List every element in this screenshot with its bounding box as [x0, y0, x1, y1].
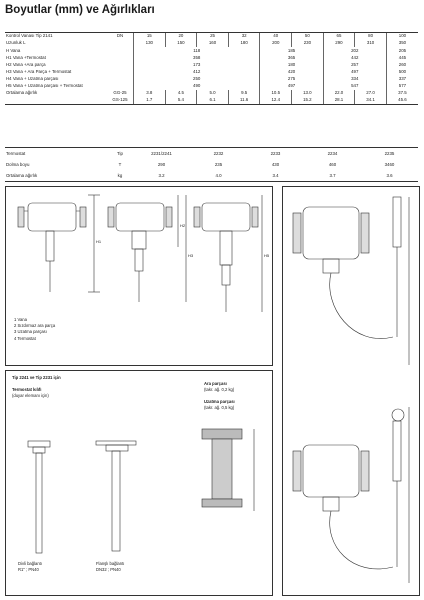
table-cell: 230	[292, 40, 324, 47]
table-cell: 9.5	[228, 90, 260, 97]
table-cell: 257	[323, 61, 386, 68]
threaded-connection-label: Divli bağlantı	[18, 561, 42, 566]
page-title: Boyutlar (mm) ve Ağırlıkları	[5, 4, 155, 16]
table-cell: 3.2	[133, 170, 190, 182]
label-h3: H3	[188, 253, 194, 258]
table-cell: 130	[134, 40, 166, 47]
table-cell: 160	[197, 40, 229, 47]
label-h5: H5	[264, 253, 270, 258]
table-cell	[107, 61, 134, 68]
table-cell: 20	[165, 33, 197, 41]
table-cell: 3.6	[361, 170, 418, 182]
table-cell: 430	[271, 162, 280, 167]
table-cell: 100	[386, 33, 418, 41]
table-cell	[107, 40, 134, 47]
table-cell: 3.7	[304, 170, 361, 182]
spacer-title: Ara parçası	[204, 381, 227, 386]
label-h2: H2	[180, 223, 186, 228]
table-cell: 118	[134, 47, 260, 54]
valve-drawings-panel	[5, 186, 273, 366]
table-cell: 420	[260, 68, 323, 75]
table-cell: 290	[157, 162, 166, 167]
table-cell: 3460	[384, 162, 395, 167]
table-cell: Uzunluk L	[6, 40, 26, 46]
table-row	[5, 170, 418, 182]
table-cell: 37.5	[386, 90, 418, 97]
table-cell: 5.0	[197, 90, 229, 97]
table-cell	[107, 76, 134, 83]
flanged-connection-spec: DN32 ; PN40	[96, 567, 121, 572]
table-cell: GG-25	[113, 90, 127, 96]
table-row	[5, 61, 418, 68]
table-cell: 200	[260, 40, 292, 47]
table-cell: 5.4	[165, 97, 197, 105]
table-cell: H Vana	[6, 47, 21, 53]
table-cell: H5 Vana + Uzatma parçası + Termostat	[6, 83, 83, 88]
table-cell: 150	[165, 40, 197, 47]
table-cell: 334	[323, 76, 386, 83]
table-cell: Dolma boyu	[6, 162, 30, 167]
table-row	[5, 159, 418, 170]
table-cell	[107, 68, 134, 75]
table-row	[5, 83, 418, 90]
table-cell: 260	[386, 61, 418, 68]
table-cell: 15.2	[292, 97, 324, 105]
thermowell-subtitle: (duyar elemanı için)	[12, 393, 49, 398]
table-row	[5, 33, 418, 41]
assembled-valve-panel	[282, 186, 420, 596]
table-cell: 490	[134, 83, 260, 90]
table-cell: 460	[328, 162, 337, 167]
table-cell: 445	[386, 54, 418, 61]
table-row	[5, 54, 418, 61]
table-cell: 45.6	[386, 97, 418, 105]
table-cell: 205	[386, 47, 418, 54]
table-cell: 12.4	[260, 97, 292, 105]
table-cell: GS-125	[107, 97, 134, 105]
table-cell: 2232	[190, 148, 247, 160]
table-cell: Termostat	[5, 148, 107, 160]
table-cell: 80	[355, 33, 387, 41]
table-cell: 3.8	[134, 90, 166, 97]
table-cell: 11.6	[228, 97, 260, 105]
table-cell: 310	[355, 40, 387, 47]
accessories-drawings	[6, 371, 272, 595]
table-cell: 442	[323, 54, 386, 61]
table-cell: 1.7	[134, 97, 166, 105]
table-row	[5, 97, 418, 105]
table-cell: 358	[134, 54, 260, 61]
table-cell: 290	[323, 40, 355, 47]
legend-item: 1 Vana	[14, 317, 27, 322]
table-cell: 577	[386, 83, 418, 90]
table-row	[5, 76, 418, 83]
table-row	[5, 148, 418, 160]
table-cell: 22.0	[323, 90, 355, 97]
table-cell: 185	[260, 47, 323, 54]
spacer-weight: (takr. ağ. 0,2 kg)	[204, 387, 235, 392]
table-cell: 547	[323, 83, 386, 90]
table-cell: 4.5	[165, 90, 197, 97]
table-cell: 2233	[247, 148, 304, 160]
table-cell: 173	[134, 61, 260, 68]
table-cell: 275	[260, 76, 323, 83]
accessories-title: Tip 2241 ve Tip 2231 için	[12, 375, 61, 380]
table-row	[5, 90, 418, 97]
table-cell	[107, 47, 134, 54]
table-cell: H3 Vana + Ara Parça + Termostat	[6, 68, 72, 74]
accessories-panel	[5, 370, 273, 596]
table-cell: 497	[260, 83, 323, 90]
thermowell-title: Termostat kılıfı	[12, 387, 42, 392]
legend-item: 3 Uzatma parçası	[14, 329, 47, 335]
table-cell: H2 Vana +Ara parça	[6, 61, 46, 67]
table-cell: 65	[323, 33, 355, 41]
table-cell: 34.1	[355, 97, 387, 105]
table-row	[5, 40, 418, 47]
table-cell: 2235	[361, 148, 418, 160]
table-cell: Ortalama ağırlık	[6, 90, 38, 96]
table-cell: 28.1	[323, 97, 355, 105]
table-cell: 50	[292, 33, 324, 41]
table-cell: H1 Vana +Termostat	[6, 54, 46, 60]
table-row	[5, 68, 418, 75]
legend-item: 4 Termostat	[14, 335, 36, 341]
table-cell: 4.0	[190, 170, 247, 182]
table-cell: 13.0	[292, 90, 324, 97]
thermostat-table	[5, 147, 418, 182]
assembled-valve-drawings	[283, 187, 419, 595]
table-cell: 202	[323, 47, 386, 54]
table-cell: Kontrol Vanası Tip 2141	[5, 33, 107, 41]
table-cell: H4 Vana + Uzatma parçası	[6, 75, 59, 81]
table-cell: 40	[260, 33, 292, 41]
table-row	[5, 47, 418, 54]
table-cell: 6.1	[197, 97, 229, 105]
table-cell: 337	[386, 76, 418, 83]
table-cell	[5, 97, 107, 105]
table-cell: 25	[197, 33, 229, 41]
table-cell: T	[118, 162, 122, 167]
dimensions-table	[5, 32, 418, 105]
table-cell: 15	[134, 33, 166, 41]
table-cell: 27.0	[355, 90, 387, 97]
table-cell	[107, 54, 134, 61]
table-cell: 350	[386, 40, 418, 47]
legend-item: 2 Sızdırmaz ara parça	[14, 323, 56, 329]
table-cell: 32	[228, 33, 260, 41]
table-cell: 2234	[304, 148, 361, 160]
flanged-connection-label: Flanşlı bağlantı	[96, 561, 125, 566]
table-cell: 235	[214, 162, 223, 167]
table-cell: kg	[107, 170, 133, 182]
table-cell: 2231/2241	[133, 148, 190, 160]
table-cell: DN	[107, 33, 134, 41]
table-cell: 412	[134, 68, 260, 75]
table-cell: 250	[134, 76, 260, 83]
table-cell: Tip	[107, 148, 133, 160]
table-cell	[107, 83, 134, 90]
legend	[14, 317, 55, 342]
table-cell: 10.5	[260, 90, 292, 97]
extension-title: Uzatma parçası	[204, 399, 235, 404]
table-cell: Ortalama ağırlık	[5, 170, 107, 182]
table-cell: 497	[323, 68, 386, 75]
threaded-connection-spec: R1" ; PN40	[18, 567, 39, 572]
table-cell: 365	[260, 54, 323, 61]
table-cell: 180	[260, 61, 323, 68]
label-h1: H1	[96, 239, 102, 244]
table-cell: 3.4	[247, 170, 304, 182]
table-cell: 180	[228, 40, 260, 47]
table-cell: 500	[386, 68, 418, 75]
extension-weight: (takr. ağ. 0,5 kg)	[204, 405, 235, 410]
